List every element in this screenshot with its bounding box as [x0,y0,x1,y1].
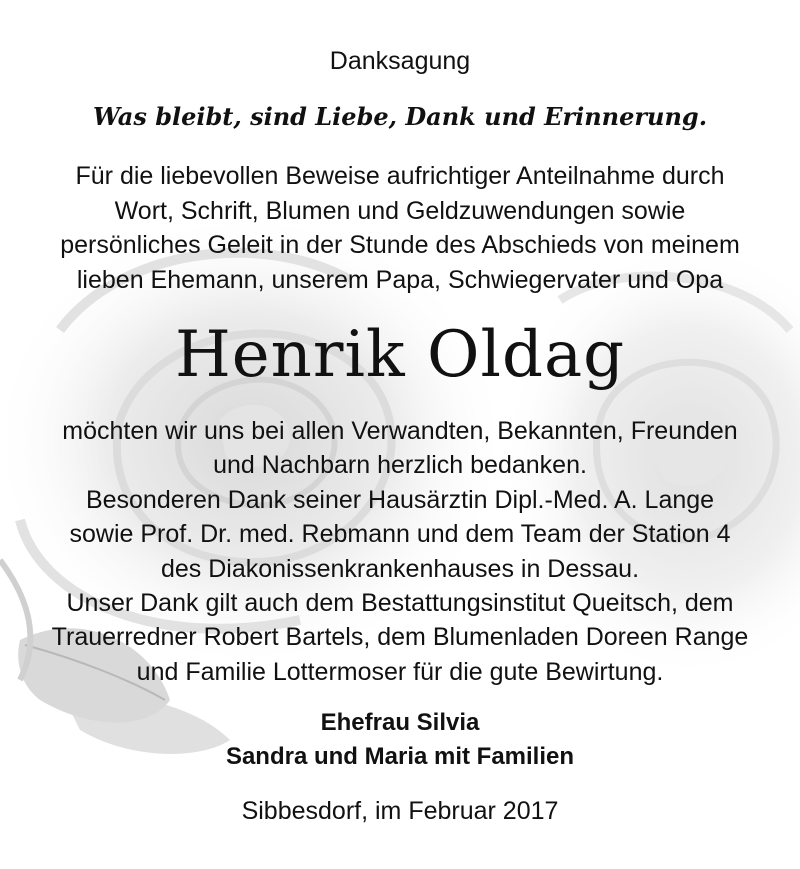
place-and-date: Sibbesdorf, im Februar 2017 [241,797,559,825]
signature-line: Ehefrau Silvia [320,709,480,736]
thanks-line: Unser Dank gilt auch dem Bestattungsinstitut Queitsch, dem [66,589,734,618]
intro-line: Für die liebevollen Beweise aufrichtiger Anteilnahme durch [75,162,725,190]
intro-paragraph [0,159,800,297]
thanks-line: Trauerredner Robert Bartels, dem Blumenladen Doreen Range [51,623,749,652]
intro-line: persönliches Geleit in der Stunde des Abschieds von meinem [60,231,740,259]
thanks-line: sowie Prof. Dr. med. Rebmann und dem Team der Station 4 [69,520,731,549]
motto: Was bleibt, sind Liebe, Dank und Erinnerung. [92,102,708,131]
thanks-line: möchten wir uns bei allen Verwandten, Bekannten, Freunden [62,417,738,445]
thanks-line: Besonderen Dank seiner Hausärztin Dipl.-Med. A. Lange [85,485,715,514]
thanks-paragraph [0,414,800,689]
thanks-line: und Familie Lottermoser für die gute Bewirtung. [136,657,664,686]
intro-line: Wort, Schrift, Blumen und Geldzuwendungen sowie [114,196,686,225]
thanks-line: und Nachbarn herzlich bedanken. [213,451,587,480]
signature-block [0,706,800,774]
deceased-name: Henrik Oldag [174,318,626,392]
thanks-line: des Diakonissenkrankenhauses in Dessau. [160,554,640,583]
notice-heading: Danksagung [329,47,471,75]
signature-line: Sandra und Maria mit Familien [225,743,575,770]
intro-line: lieben Ehemann, unserem Papa, Schwiegervater und Opa [76,265,724,294]
